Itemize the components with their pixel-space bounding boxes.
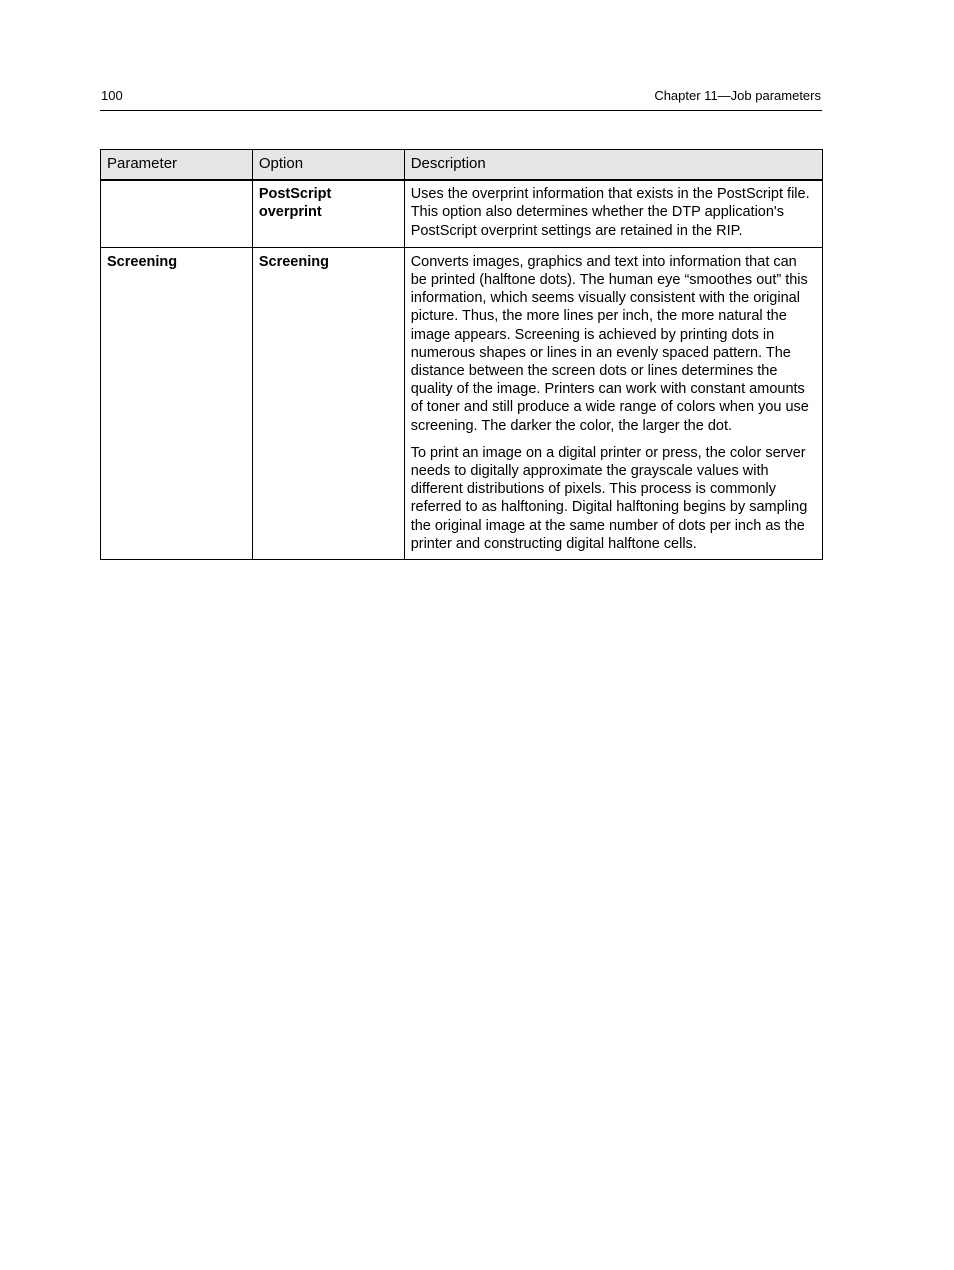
column-header-parameter: Parameter: [101, 150, 253, 181]
column-header-description: Description: [404, 150, 822, 181]
parameter-cell: Screening: [101, 247, 253, 559]
description-cell: [404, 180, 822, 247]
description-paragraph: Converts images, graphics and text into information that can be printed (halftone dots). The human eye “smoothes out” this information, which seems visually consistent with the original picture. Thus, the more lines per inch, the more natural the image appears. Screening is achieved by printing dots in numerous shapes or lines in an evenly spaced pattern. The distance between the screen dots or lines determines the quality of the image. Printers can work with constant amounts of toner and still produce a wide range of colors when you use screening. The darker the color, the larger the dot.: [410, 253, 809, 434]
table-row: [101, 247, 823, 559]
column-header-option: Option: [252, 150, 404, 181]
description-cell: [404, 247, 822, 559]
job-parameters-table: [100, 149, 823, 560]
option-cell: [252, 180, 404, 247]
table-row: [101, 180, 823, 247]
page-header: [100, 88, 822, 111]
option-cell: Screening: [252, 247, 404, 559]
option-label: PostScript overprint: [258, 186, 332, 221]
chapter-title: Chapter 11—Job parameters: [654, 88, 821, 103]
table-header-row: [101, 150, 823, 181]
page-number: 100: [101, 88, 123, 103]
parameter-cell: [101, 180, 253, 247]
description-paragraph: Uses the overprint information that exists in the PostScript file. This option also determines whether the DTP application's PostScript overprint settings are retained in the RIP.: [410, 186, 810, 239]
description-paragraph: To print an image on a digital printer or press, the color server needs to digitally approximate the grayscale values with different distributions of pixels. This process is commonly referred to as halftoning. Digital halftoning begins by sampling the original image at the same number of dots per inch as the printer and constructing digital halftone cells.: [410, 444, 808, 552]
